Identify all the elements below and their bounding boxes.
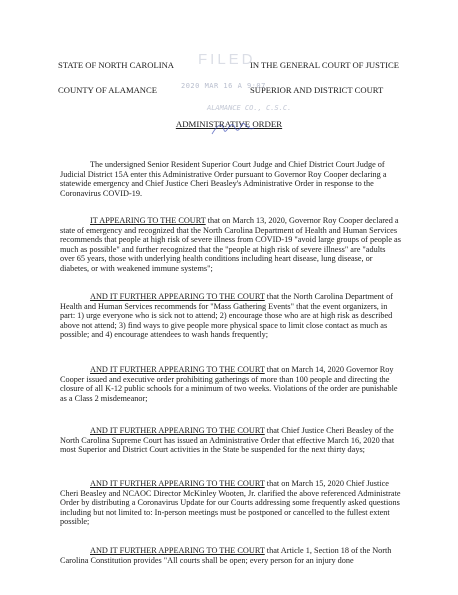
- paragraph-text: that on March 14, 2020 Governor Roy Cooper issued and executive order prohibiting gatherings of more than 100 people and directing the closure of all K-12 public schools for a minimum of two weeks. Violations of the order are punishable as a Class 2 misdemeanor;: [60, 365, 398, 403]
- caption-county: COUNTY OF ALAMANCE: [58, 85, 157, 95]
- paragraph-text: that on March 13, 2020, Governor Roy Cooper declared a state of emergency and recognized that the North Carolina Department of Health and Human Services recommends that people at high risk of severe illness from COVID-19 "avoid large groups of people as much as possible" and further recognized that the "people at high risk of severe illness" are "adults over 65 years, those with underlying health conditions including heart disease, lung disease, or diabetes, or with weakened immune systems";: [60, 216, 401, 273]
- caption-state: STATE OF NORTH CAROLINA: [58, 60, 175, 70]
- paragraph-text: that Chief Justice Cheri Beasley of the North Carolina Supreme Court has issued an Administrative Order that effective March 16, 2020 that most Superior and District Court activities in the State be suspended for the next thirty days;: [60, 426, 395, 455]
- caption-court: IN THE GENERAL COURT OF JUSTICE: [250, 60, 400, 70]
- paragraph-lead: AND IT FURTHER APPEARING TO THE COURT: [90, 365, 265, 374]
- filed-stamp-date: 2020 MAR 16 A 9:07: [181, 82, 266, 90]
- filed-stamp-county: ALAMANCE CO., C.S.C.: [207, 104, 292, 112]
- paragraph-1: [60, 216, 402, 274]
- paragraph-5: [60, 479, 402, 527]
- paragraph-6: [60, 546, 402, 565]
- paragraph-text: The undersigned Senior Resident Superior Court Judge and Chief District Court Judge of Judicial District 15A enter this Administrative Order pursuant to Governor Roy Cooper declaring a statewide emergency and Chief Justice Cheri Beasley's Administrative Order in response to the Coronavirus COVID-19.: [60, 160, 387, 198]
- paragraph-lead: AND IT FURTHER APPEARING TO THE COURT: [90, 546, 265, 555]
- paragraph-intro: [60, 160, 402, 198]
- paragraph-lead: IT APPEARING TO THE COURT: [90, 216, 206, 225]
- paragraph-lead: AND IT FURTHER APPEARING TO THE COURT: [90, 426, 265, 435]
- paragraph-2: [60, 292, 402, 340]
- paragraph-lead: AND IT FURTHER APPEARING TO THE COURT: [90, 292, 265, 301]
- filed-stamp: FILED: [198, 51, 256, 68]
- paragraph-lead: AND IT FURTHER APPEARING TO THE COURT: [90, 479, 265, 488]
- caption-division: SUPERIOR AND DISTRICT COURT: [250, 85, 384, 95]
- clerk-signature: [208, 116, 260, 140]
- paragraph-text: that Article 1, Section 18 of the North Carolina Constitution provides "All courts shall be open; every person for an injury done: [60, 546, 392, 565]
- paragraph-text: that the North Carolina Department of Health and Human Services recommends for "Mass Gathering Events" that the event organizers, in part: 1) urge everyone who is sick not to attend; 2) encourage those who are at high risk as described above not attend; 3) find ways to give people more physical space to limit close contact as much as possible; and 4) encourage attendees to wash hands frequently;: [60, 292, 394, 340]
- document-title-text: ADMINISTRATIVE ORDER: [175, 119, 283, 129]
- paragraph-4: [60, 426, 402, 455]
- paragraph-text: that on March 15, 2020 Chief Justice Cheri Beasley and NCAOC Director McKinley Wooten, Jr. clarified the above referenced Administrate Order by distributing a Coronavirus Update for our Courts addressing some frequently asked questions including but not limited to: In-person meetings must be postponed or cancelled to the fullest extent possible;: [60, 479, 401, 527]
- paragraph-3: [60, 365, 402, 403]
